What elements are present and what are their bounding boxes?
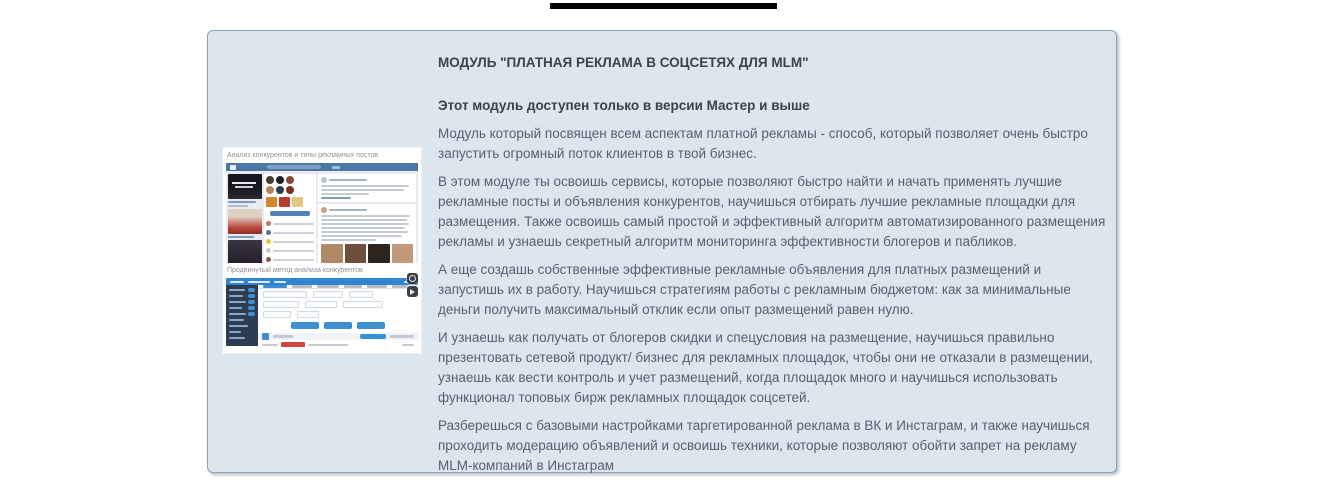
- ads-header-bar: [226, 278, 418, 285]
- description-paragraph: Модуль который посвящен всем аспектам платной рекламы - способ, который позволяет очень быстро запустить огромный поток клиентов в твой бизнес.: [438, 126, 1088, 161]
- preview-caption-bottom: Продвинутый метод анализа конкурентов: [227, 267, 363, 274]
- feed-post: [318, 174, 416, 202]
- post-photos: [321, 244, 413, 263]
- vk-screenshot: [226, 163, 418, 263]
- photo-thumbs: [266, 197, 314, 207]
- list-item: [266, 239, 314, 244]
- vk-header-menu: [332, 166, 340, 169]
- preview-image[interactable]: [223, 148, 421, 353]
- module-description: [438, 55, 1108, 476]
- post-photo: [321, 244, 343, 263]
- preview-caption-top: Анализ конкурентов и типы рекламных постов: [227, 152, 379, 159]
- vk-action-button: [270, 211, 310, 216]
- post-photo: [368, 244, 390, 263]
- avatar-row: [266, 176, 314, 184]
- feed-post: [318, 204, 416, 263]
- module-card: [207, 30, 1117, 473]
- avatar: [286, 176, 294, 184]
- description-paragraph: А еще создашь собственные эффективные рекламные объявления для платных размещений и запустишь их в работу. Научишься стратегиям работы с рекламным бюджетом: как за минимальные деньги получить максимальный отклик если опыт размещений равен нулю.: [438, 262, 1071, 317]
- ads-main-panel: [258, 285, 418, 346]
- photo-thumb: [266, 197, 277, 207]
- post-photo: [392, 244, 414, 263]
- module-title: МОДУЛЬ "ПЛАТНАЯ РЕКЛАМА В СОЦСЕТЯХ ДЛЯ MLM": [438, 55, 809, 70]
- ad-image: [228, 174, 262, 199]
- vk-profile-column: [264, 174, 316, 263]
- ads-sidebar: [226, 285, 258, 346]
- vk-ads-column: [228, 174, 262, 263]
- module-availability: Этот модуль доступен только в версии Мастер и выше: [438, 98, 810, 113]
- avatar: [276, 186, 284, 194]
- ad-caption: [228, 236, 254, 238]
- avatar: [276, 176, 284, 184]
- photo-thumb: [279, 197, 290, 207]
- vk-content: [226, 171, 418, 263]
- camera-icon: [407, 273, 418, 284]
- vk-search-input: [267, 165, 321, 169]
- list-item: [266, 221, 314, 226]
- send-icon: [407, 286, 418, 297]
- ads-buttons: [258, 322, 418, 329]
- ads-footer: [258, 333, 418, 340]
- description-paragraph: И узнаешь как получать от блогеров скидки и спецусловия на размещение, научишься правильно презентовать сетевой продукт/ бизнес для рекламных площадок, чтобы они не отказали в размещении, узнаешь как вести контроль и учет размещений, когда площадок много и научишься использовать функционал топовых бирж рекламных площадок соцсетей.: [438, 330, 1093, 405]
- ad-caption: [228, 201, 256, 203]
- status-badge: [281, 342, 305, 347]
- ads-result-row: [258, 340, 418, 349]
- ad-caption: [228, 205, 248, 207]
- photo-thumb: [292, 197, 303, 207]
- vk-logo-icon: [230, 165, 236, 170]
- avatar: [286, 186, 294, 194]
- ad-image: [228, 209, 262, 234]
- list-item: [266, 257, 314, 262]
- avatar: [266, 186, 274, 194]
- ad-image: [228, 240, 262, 263]
- list-item: [266, 230, 314, 235]
- post-photo: [345, 244, 367, 263]
- avatar-row: [266, 186, 314, 194]
- vk-header-bar: [226, 163, 418, 171]
- avatar: [266, 176, 274, 184]
- top-divider-bar: [550, 3, 777, 9]
- ads-filter-form: [258, 289, 418, 320]
- ads-screenshot: [226, 278, 418, 346]
- vk-feed-column: [318, 174, 416, 263]
- list-item: [266, 248, 314, 253]
- description-paragraph: Разберешься с базовыми настройками таргетированной реклама в ВК и Инстаграм, и также научишься проходить модерацию объявлений и освоишь техники, которые позволяют обойти запрет на рекламу MLM-компаний в Инстаграм: [438, 418, 1090, 473]
- description-paragraph: В этом модуле ты освоишь сервисы, которые позволяют быстро найти и начать применять лучшие рекламные посты и объявления конкурентов, научишься отбирать лучшие рекламные площадки для размещения. Также освоишь самый простой и эффективный алгоритм автоматизированного размещения рекламы и узнаешь секретный алгоритм мониторинга эффективности блогеров и пабликов.: [438, 174, 1106, 249]
- overlay-tools: [407, 273, 418, 297]
